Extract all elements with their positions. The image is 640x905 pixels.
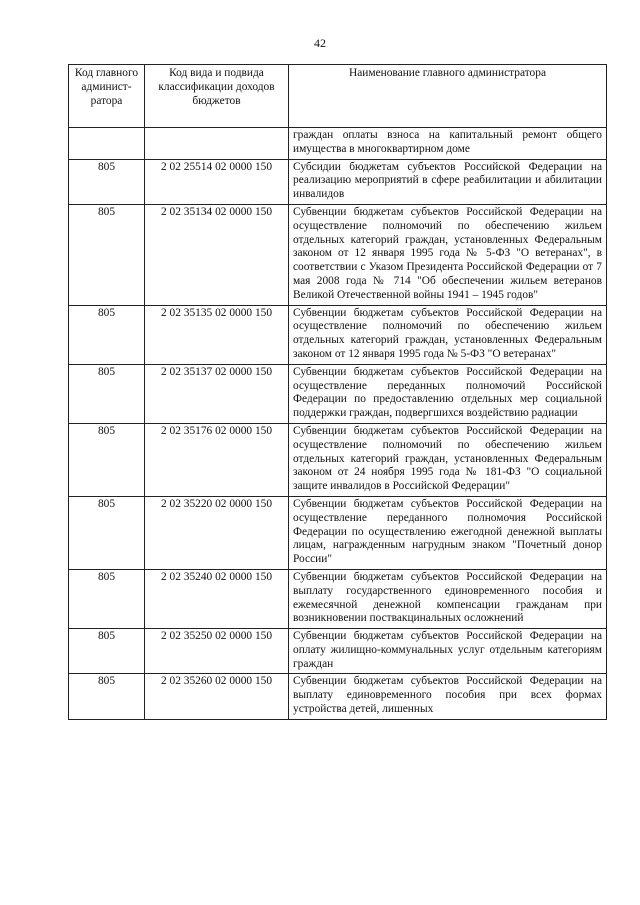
income-code-cell: 2 02 35176 02 0000 150 <box>145 423 289 496</box>
admin-code-cell <box>69 128 145 160</box>
income-code-cell: 2 02 35260 02 0000 150 <box>145 674 289 719</box>
admin-code-cell: 805 <box>69 305 145 364</box>
income-code-cell: 2 02 35250 02 0000 150 <box>145 629 289 674</box>
income-code-cell: 2 02 35135 02 0000 150 <box>145 305 289 364</box>
income-code-cell: 2 02 35134 02 0000 150 <box>145 204 289 305</box>
admin-name-cell: Субвенции бюджетам субъектов Российской Федерации на выплату единовременного пособия при всех формах устройства детей, лишенных <box>289 674 607 719</box>
income-code-cell: 2 02 35240 02 0000 150 <box>145 569 289 628</box>
income-code-cell: 2 02 35137 02 0000 150 <box>145 364 289 423</box>
table-row <box>69 305 607 364</box>
admin-code-cell: 805 <box>69 204 145 305</box>
admin-name-cell: Субвенции бюджетам субъектов Российской Федерации на осуществление полномочий по обеспечению жильем отдельных категорий граждан, установленных Федеральным законом от 12 января 1995 года № 5-ФЗ "О ветеранах", в соответствии с Указом Президента Российской Федерации от 7 мая 2008 года № 714 "Об обеспечении жильем ветеранов Великой Отечественной войны 1941 – 1945 годов" <box>289 204 607 305</box>
table-row <box>69 128 607 160</box>
admin-code-cell: 805 <box>69 159 145 204</box>
admin-code-cell: 805 <box>69 674 145 719</box>
income-code-cell: 2 02 35220 02 0000 150 <box>145 496 289 569</box>
table-row <box>69 423 607 496</box>
admin-name-cell: Субвенции бюджетам субъектов Российской Федерации на осуществление полномочий по обеспечению жильем отдельных категорий граждан, установленных Федеральным законом от 24 ноября 1995 года № 181-ФЗ "О социальной защите инвалидов в Российской Федерации" <box>289 423 607 496</box>
income-codes-table <box>68 64 607 720</box>
admin-name-cell: Субсидии бюджетам субъектов Российской Федерации на реализацию мероприятий в сфере реабилитации и абилитации инвалидов <box>289 159 607 204</box>
table-row <box>69 674 607 719</box>
admin-name-cell: Субвенции бюджетам субъектов Российской Федерации на выплату государственного единовременного пособия и ежемесячной денежной компенсации гражданам при возникновении поствакцинальных осложнений <box>289 569 607 628</box>
table-row <box>69 496 607 569</box>
page-number: 42 <box>314 36 326 50</box>
table-row <box>69 629 607 674</box>
admin-name-cell: Субвенции бюджетам субъектов Российской Федерации на осуществление полномочий по обеспечению жильем отдельных категорий граждан, установленных Федеральным законом от 12 января 1995 года № 5-ФЗ "О ветеранах" <box>289 305 607 364</box>
table-row <box>69 569 607 628</box>
admin-name-cell: граждан оплаты взноса на капитальный ремонт общего имущества в многоквартирном доме <box>289 128 607 160</box>
admin-name-cell: Субвенции бюджетам субъектов Российской Федерации на оплату жилищно-коммунальных услуг отдельным категориям граждан <box>289 629 607 674</box>
income-code-cell <box>145 128 289 160</box>
table-row <box>69 364 607 423</box>
admin-name-cell: Субвенции бюджетам субъектов Российской Федерации на осуществление переданного полномочия Российской Федерации по осуществлению ежегодной денежной выплаты лицам, награжденным нагрудным знаком "Почетный донор России" <box>289 496 607 569</box>
header-income-code: Код вида и подвида классификации доходов бюджетов <box>145 65 289 128</box>
income-code-cell: 2 02 25514 02 0000 150 <box>145 159 289 204</box>
table-row <box>69 204 607 305</box>
admin-code-cell: 805 <box>69 496 145 569</box>
table-header-row <box>69 65 607 128</box>
admin-code-cell: 805 <box>69 423 145 496</box>
admin-code-cell: 805 <box>69 629 145 674</box>
table-row <box>69 159 607 204</box>
admin-code-cell: 805 <box>69 569 145 628</box>
admin-code-cell: 805 <box>69 364 145 423</box>
header-admin-name: Наименование главного администратора <box>289 65 607 128</box>
header-admin-code: Код главного админист-ратора <box>69 65 145 128</box>
admin-name-cell: Субвенции бюджетам субъектов Российской Федерации на осуществление переданных полномочий Российской Федерации по предоставлению отдельных мер социальной поддержки граждан, подвергшихся воздействию радиации <box>289 364 607 423</box>
